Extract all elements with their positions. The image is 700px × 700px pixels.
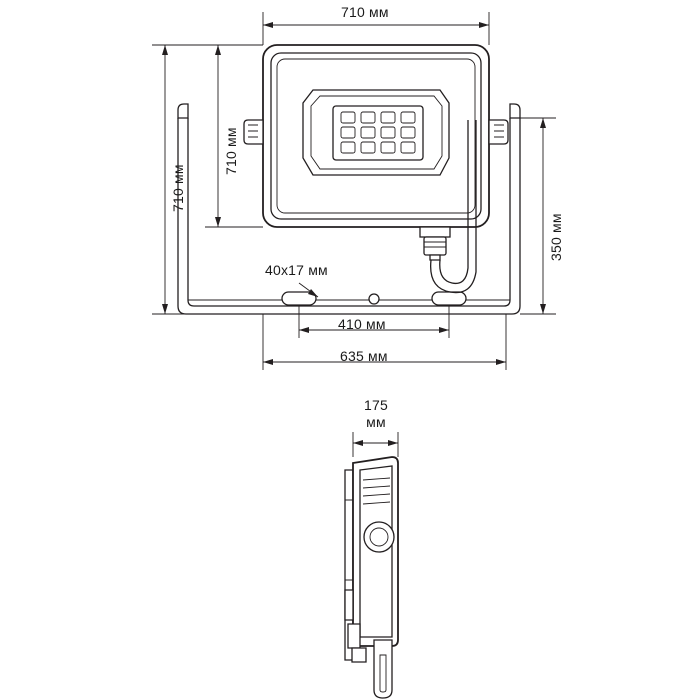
led-lens-panel xyxy=(303,90,449,175)
label-top-width: 710 мм xyxy=(341,4,389,20)
cable-gland xyxy=(420,227,450,260)
label-depth-value: 175 xyxy=(364,397,388,413)
label-depth-unit: мм xyxy=(366,414,386,430)
label-hole-spacing: 410 мм xyxy=(338,316,386,332)
label-bracket-width: 635 мм xyxy=(340,348,388,364)
side-view-drawing xyxy=(345,457,398,698)
dim-depth xyxy=(353,432,398,457)
label-slot-size: 40x17 мм xyxy=(265,262,328,278)
label-bracket-height: 350 мм xyxy=(548,213,564,261)
dim-left-outer-height xyxy=(152,45,263,314)
label-inner-height: 710 мм xyxy=(223,127,239,175)
label-left-height: 710 мм xyxy=(170,164,186,212)
